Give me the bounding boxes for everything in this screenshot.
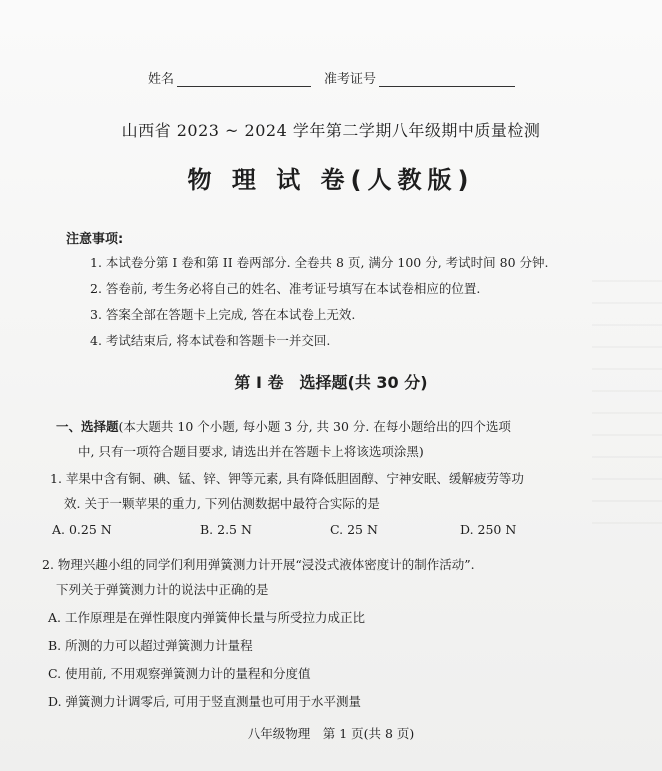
- exam-id-field: [324, 68, 515, 87]
- question-1-stem-cont: 效. 关于一颗苹果的重力, 下列估测数据中最符合实际的是: [64, 496, 380, 511]
- page-footer: 八年级物理 第 1 页(共 8 页): [247, 726, 415, 741]
- question-1-options: [52, 522, 612, 546]
- notes-list: [90, 250, 620, 354]
- option-a: A. 工作原理是在弹性限度内弹簧伸长量与所受拉力成正比: [48, 610, 365, 625]
- exam-id-blank: [379, 72, 515, 87]
- option-d: D. 250 N: [460, 522, 517, 537]
- question-1: [50, 466, 620, 516]
- exam-id-label: 准考证号: [324, 72, 377, 87]
- option-d: D. 弹簧测力计调零后, 可用于竖直测量也可用于水平测量: [48, 694, 361, 709]
- name-label: 姓名: [148, 72, 175, 87]
- part-one-instruction-2: 中, 只有一项符合题目要求, 请选出并在答题卡上将该选项涂黑): [78, 444, 424, 459]
- note-item: 2. 答卷前, 考生务必将自己的姓名、准考证号填写在本试卷相应的位置.: [90, 281, 481, 296]
- option-b: B. 所测的力可以超过弹簧测力计量程: [48, 638, 253, 653]
- note-item: 4. 考试结束后, 将本试卷和答题卡一并交回.: [90, 333, 331, 348]
- part-one-heading: [56, 414, 616, 464]
- note-item: 3. 答案全部在答题卡上完成, 答在本试卷上无效.: [90, 307, 356, 322]
- exam-subtitle: 山西省 2023 ~ 2024 学年第二学期八年级期中质量检测: [121, 121, 541, 140]
- question-2-stem-cont: 下列关于弹簧测力计的说法中正确的是: [56, 582, 269, 597]
- option-a: A. 0.25 N: [52, 522, 112, 537]
- question-1-stem: 1. 苹果中含有铜、碘、锰、锌、钾等元素, 具有降低胆固醇、宁神安眠、缓解疲劳等功: [50, 471, 524, 486]
- part-one-instruction-1: (本大题共 10 个小题, 每小题 3 分, 共 30 分. 在每小题给出的四个选项: [118, 419, 511, 434]
- notes-heading: 注意事项:: [66, 232, 124, 247]
- name-blank: [177, 72, 311, 87]
- section-title: 第 I 卷 选择题(共 30 分): [234, 373, 428, 392]
- option-c: C. 25 N: [330, 522, 378, 537]
- option-c: C. 使用前, 不用观察弹簧测力计的量程和分度值: [48, 666, 311, 681]
- question-2-stem: 2. 物理兴趣小组的同学们利用弹簧测力计开展“浸没式液体密度计的制作活动”.: [42, 557, 475, 572]
- exam-title: 物 理 试 卷(人教版): [187, 166, 475, 194]
- part-one-label: 一、选择题: [56, 419, 119, 434]
- note-item: 1. 本试卷分第 I 卷和第 II 卷两部分. 全卷共 8 页, 满分 100 分, 考试时间 80 分钟.: [90, 255, 549, 270]
- candidate-info: [148, 68, 568, 90]
- question-2: [42, 552, 622, 602]
- question-2-options: [48, 604, 608, 716]
- name-field: [148, 68, 311, 87]
- option-b: B. 2.5 N: [200, 522, 252, 537]
